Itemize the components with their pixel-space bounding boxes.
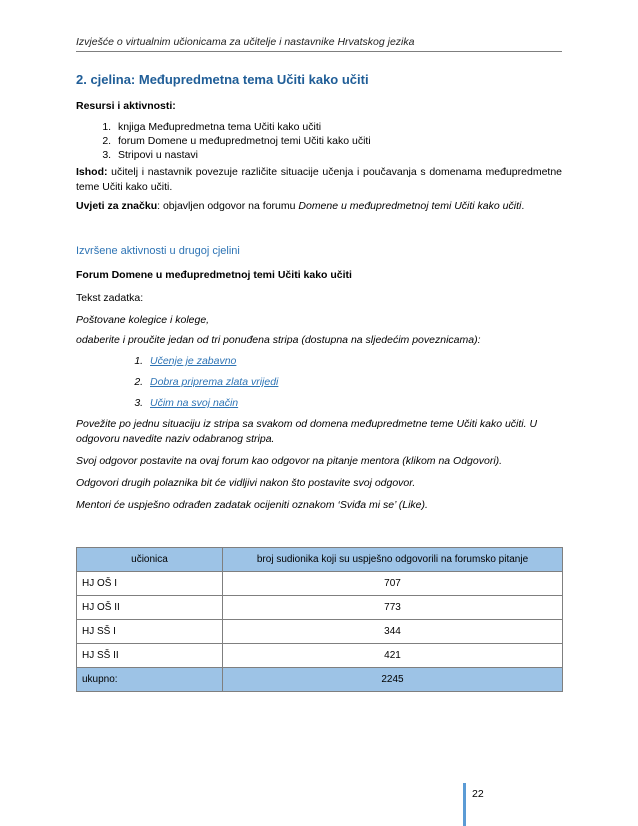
table-row <box>77 644 563 668</box>
footer-accent-bar <box>463 783 466 826</box>
page-content <box>76 72 562 513</box>
instruction: odaberite i proučite jedan od tri ponuđena stripa (dostupna na sljedećim poveznicama): <box>76 334 481 346</box>
badge-forum-name: Domene u međupredmetnoj temi Učiti kako učiti <box>298 200 522 212</box>
task-paragraph-4: Mentori će uspješno odrađen zadatak ocijeniti oznakom ‘Sviđa mi se’ (Like). <box>76 499 428 511</box>
table-row <box>77 620 563 644</box>
page-number: 22 <box>472 788 484 800</box>
table-header-row <box>77 548 563 572</box>
comic-links-list <box>76 354 562 411</box>
classroom-cell: HJ SŠ I <box>77 620 223 644</box>
column-header-participants: broj sudionika koji su uspješno odgovorili na forumsko pitanje <box>223 548 563 572</box>
comic-link-1[interactable]: Učenje je zabavno <box>150 355 237 367</box>
activities-heading: Izvršene aktivnosti u drugoj cjelini <box>76 245 240 257</box>
classroom-cell: HJ OŠ I <box>77 572 223 596</box>
list-item: 3. Stripovi u nastavi <box>114 148 562 162</box>
results-table <box>76 547 563 692</box>
table-row <box>77 572 563 596</box>
task-paragraph-1: Povežite po jednu situaciju iz stripa sa svakom od domena međupredmetne teme Učiti kako učiti. U odgovoru navedite naziv odabranog stripa. <box>76 418 538 445</box>
list-item <box>146 375 562 390</box>
greeting: Poštovane kolegice i kolege, <box>76 314 210 326</box>
table-row <box>77 596 563 620</box>
task-paragraph-3: Odgovori drugih polaznika bit će vidljivi nakon što postavite svoj odgovor. <box>76 477 416 489</box>
count-cell: 344 <box>223 620 563 644</box>
forum-title: Forum Domene u međupredmetnoj temi Učiti kako učiti <box>76 269 352 281</box>
badge-paragraph <box>76 199 562 214</box>
table-total-row <box>77 668 563 692</box>
resources-list <box>76 120 562 162</box>
classroom-cell: HJ OŠ II <box>77 596 223 620</box>
list-item <box>146 396 562 411</box>
total-label-cell: ukupno: <box>77 668 223 692</box>
list-item: 2. forum Domene u međupredmetnoj temi Učiti kako učiti <box>114 134 562 148</box>
task-label: Tekst zadatka: <box>76 292 144 304</box>
outcome-paragraph <box>76 165 562 195</box>
count-cell: 707 <box>223 572 563 596</box>
page-header: Izvješće o virtualnim učionicama za učitelje i nastavnike Hrvatskog jezika <box>76 36 562 52</box>
count-cell: 421 <box>223 644 563 668</box>
badge-text: : objavljen odgovor na forumu <box>157 200 299 212</box>
list-item: 1. knjiga Međupredmetna tema Učiti kako učiti <box>114 120 562 134</box>
column-header-classroom: učionica <box>77 548 223 572</box>
classroom-cell: HJ SŠ II <box>77 644 223 668</box>
list-item <box>146 354 562 369</box>
task-paragraph-2: Svoj odgovor postavite na ovaj forum kao odgovor na pitanje mentora (klikom na Odgovori). <box>76 455 503 467</box>
count-cell: 773 <box>223 596 563 620</box>
resources-label: Resursi i aktivnosti: <box>76 100 176 112</box>
badge-label: Uvjeti za značku <box>76 200 158 212</box>
outcome-text: učitelj i nastavnik povezuje različite situacije učenja i poučavanja s domenama međupredmetne teme Učiti kako učiti. <box>76 166 562 193</box>
section-title: 2. cjelina: Međupredmetna tema Učiti kako učiti <box>76 72 369 87</box>
total-value-cell: 2245 <box>223 668 563 692</box>
badge-end: . <box>521 200 525 212</box>
comic-link-3[interactable]: Učim na svoj način <box>150 397 239 409</box>
outcome-label: Ishod: <box>76 166 108 178</box>
comic-link-2[interactable]: Dobra priprema zlata vrijedi <box>150 376 279 388</box>
